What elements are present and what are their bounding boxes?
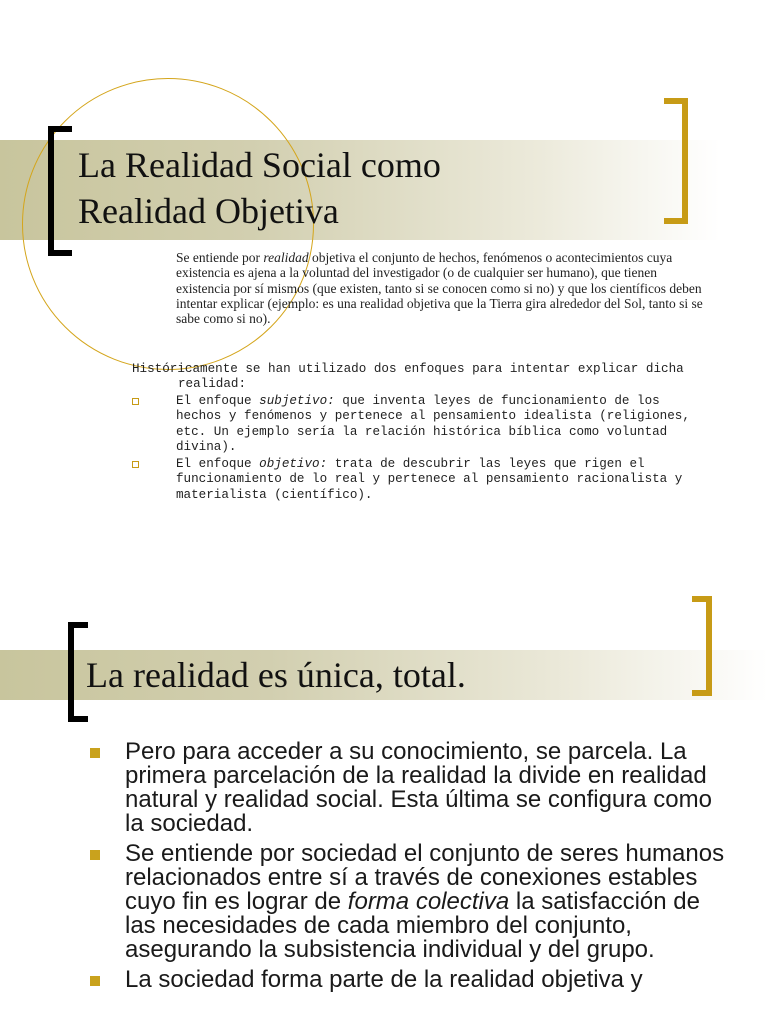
right-bracket	[692, 596, 712, 696]
approach-before: El enfoque	[176, 394, 260, 408]
slide-title	[78, 142, 648, 234]
bullet-before: Se entiende por sociedad el conjunto de seres humanos relacionados entre sí a través de conexiones estables cuyo fin es lograr de	[125, 840, 725, 915]
hollow-square-bullet-icon	[132, 398, 139, 405]
list-item	[88, 842, 728, 962]
bullet-list	[88, 740, 728, 998]
bullet-after: la satisfacción de las necesidades de cada miembro del conjunto, asegurando la subsistencia individual y del grupo.	[125, 888, 700, 963]
right-bracket	[664, 98, 688, 224]
square-bullet-icon	[90, 850, 100, 860]
approach-after: trata de descubrir las leyes que rigen el funcionamiento de lo real y pertenece al pensamiento racionalista y materialista (científico).	[176, 457, 683, 502]
definition-text-before: Se entiende por	[176, 250, 264, 265]
definition-text-after: objetiva el conjunto de hechos, fenómenos o acontecimientos cuya existencia es ajena a la voluntad del investigador (o de cualquier ser humano), que tienen existencia por sí mismos (que existen, tanto si se conocen como si no) y que los científicos deben intentar explicar (ejemplo: es una realidad objetiva que la Tierra gira alrededor del Sol, tanto si se sabe como si no).	[176, 250, 703, 327]
historical-intro: Históricamente se han utilizado dos enfoques para intentar explicar dicha realidad:	[132, 362, 684, 392]
list-item	[88, 968, 728, 992]
square-bullet-icon	[90, 748, 100, 758]
bullet-before: Pero para acceder a su conocimiento, se parcela. La primera parcelación de la realidad la divide en realidad natural y realidad social. Esta última se configura como la sociedad.	[125, 738, 712, 837]
square-bullet-icon	[90, 976, 100, 986]
title-line-1: La Realidad Social como	[78, 145, 441, 185]
approach-italic: objetivo:	[259, 457, 328, 472]
left-bracket	[48, 126, 72, 256]
definition-italic: realidad	[263, 250, 309, 265]
list-item	[88, 740, 728, 836]
approach-before: El enfoque	[176, 457, 260, 472]
slide-realidad-unica	[0, 560, 768, 1024]
list-item-subjective	[132, 394, 712, 455]
bullet-before: La sociedad forma parte de la realidad objetiva y	[125, 966, 643, 993]
approach-after: que inventa leyes de funcionamiento de los hechos y fenómenos y pertenece al pensamiento idealista (religiones, etc. Un ejemplo sería la relación histórica bíblica como voluntad divina).	[176, 394, 690, 454]
left-bracket	[68, 622, 88, 722]
approaches-list	[132, 394, 712, 505]
bullet-italic: forma colectiva	[347, 888, 510, 915]
approach-italic: subjetivo:	[259, 394, 335, 408]
title-line-2: Realidad Objetiva	[78, 191, 339, 231]
hollow-square-bullet-icon	[132, 461, 139, 468]
definition-paragraph	[176, 250, 706, 326]
list-item-objective	[132, 457, 712, 503]
slide-title: La realidad es única, total.	[86, 655, 466, 695]
